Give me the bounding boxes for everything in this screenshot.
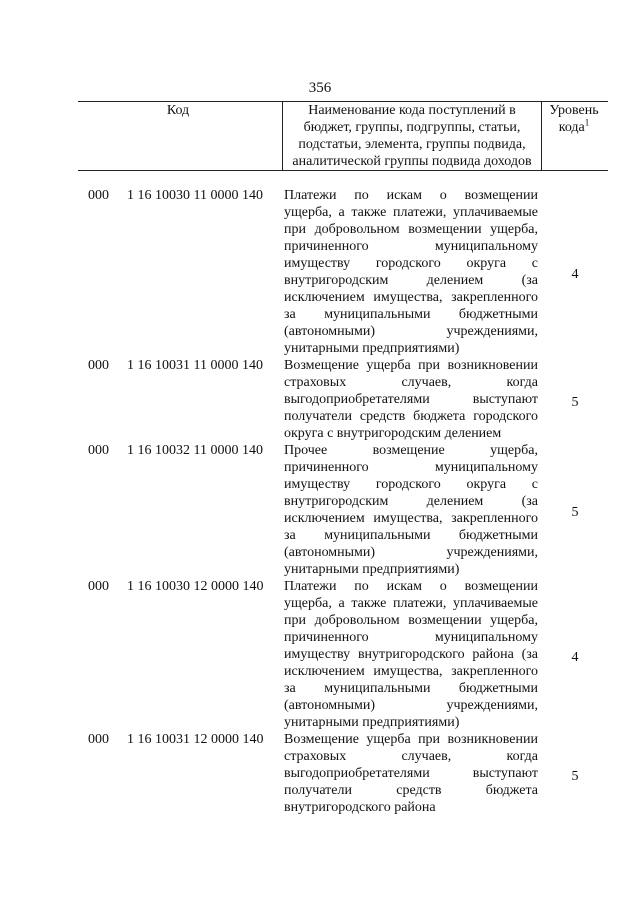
description-word: возмещении <box>464 188 538 203</box>
description-line <box>284 238 538 255</box>
description-word: возникновении <box>447 358 538 373</box>
description-word: с <box>531 256 538 271</box>
description-word: ущерба, <box>490 222 538 237</box>
row-group-code: 000 <box>88 358 109 373</box>
row-level: 5 <box>571 395 579 410</box>
description-word: возмещении <box>408 613 482 628</box>
description-line <box>284 289 538 306</box>
description-word: бюджетными <box>458 307 538 322</box>
description-line <box>284 765 538 782</box>
row-description <box>284 731 538 816</box>
row-description <box>284 578 538 731</box>
description-word: ущерба <box>366 358 411 373</box>
description-word: закрепленного <box>451 664 538 679</box>
description-word: возмещении <box>408 222 482 237</box>
description-word: ущерба <box>366 732 411 747</box>
description-line <box>284 680 538 697</box>
row-code: 1 16 10031 11 0000 140 <box>127 358 263 373</box>
description-word: случаев, <box>401 749 452 764</box>
description-word: средств <box>359 409 406 424</box>
description-word: исключением <box>284 511 365 526</box>
table-row <box>0 578 640 731</box>
description-word: о <box>439 188 447 203</box>
header-level-line2 <box>540 119 608 136</box>
description-word: выступают <box>472 766 538 781</box>
description-word: возникновении <box>447 732 538 747</box>
description-line <box>284 578 538 595</box>
description-word: муниципальному <box>434 239 538 254</box>
description-word: ущерба, <box>490 613 538 628</box>
table-row <box>0 357 640 442</box>
description-line <box>284 374 538 391</box>
description-word: за <box>284 681 296 696</box>
description-word: городского <box>375 256 441 271</box>
description-line <box>284 629 538 646</box>
row-code: 1 16 10030 12 0000 140 <box>127 579 264 594</box>
row-level: 4 <box>571 650 579 665</box>
table-row <box>0 187 640 357</box>
description-word: страховых <box>284 375 347 390</box>
description-word: муниципальными <box>324 681 431 696</box>
description-word: уплачиваемые <box>452 596 538 611</box>
description-line <box>284 204 538 221</box>
description-word: округа <box>466 477 507 492</box>
description-line <box>284 391 538 408</box>
description-line <box>284 459 538 476</box>
description-word: имуществу <box>284 647 351 662</box>
description-word: уплачиваемые <box>452 205 538 220</box>
description-word: муниципальными <box>324 307 431 322</box>
description-line <box>284 221 538 238</box>
table-header <box>78 101 608 171</box>
description-word: при <box>284 613 306 628</box>
description-line <box>284 697 538 714</box>
description-word: о <box>439 579 447 594</box>
description-word: когда <box>506 749 538 764</box>
description-word: закрепленного <box>451 290 538 305</box>
row-level: 5 <box>571 769 579 784</box>
description-word: получатели <box>284 409 352 424</box>
row-group-code: 000 <box>88 579 109 594</box>
description-word: округа <box>466 256 507 271</box>
description-line <box>284 544 538 561</box>
description-word: выгодоприобретателями <box>284 392 430 407</box>
description-word: получатели <box>284 783 352 798</box>
description-line <box>284 442 538 459</box>
row-description <box>284 357 538 442</box>
description-word: исключением <box>284 290 365 305</box>
description-word: Возмещение <box>284 358 359 373</box>
description-word: учреждениями, <box>446 324 538 339</box>
description-word: Возмещение <box>284 732 359 747</box>
description-word: добровольном <box>314 613 400 628</box>
description-word: внутригородским <box>284 273 389 288</box>
description-line: внутригородского района <box>284 800 436 815</box>
description-line <box>284 323 538 340</box>
description-word: Платежи <box>284 188 337 203</box>
header-name-line: бюджет, группы, подгруппы, статьи, <box>303 120 521 135</box>
row-code: 1 16 10030 11 0000 140 <box>127 188 263 203</box>
description-word: при <box>418 732 441 747</box>
header-name-line: аналитической группы подвида доходов <box>292 154 532 169</box>
description-word: случаев, <box>401 375 452 390</box>
row-group-code: 000 <box>88 732 109 747</box>
description-word: учреждениями, <box>446 545 538 560</box>
description-word: бюджетными <box>458 528 538 543</box>
description-word: закрепленного <box>451 511 538 526</box>
row-group-code: 000 <box>88 188 109 203</box>
row-level: 5 <box>571 505 579 520</box>
description-word: за <box>284 307 296 322</box>
description-word: имущества, <box>373 290 443 305</box>
description-word: а <box>338 596 345 611</box>
row-code: 1 16 10031 12 0000 140 <box>127 732 264 747</box>
row-group-code: 000 <box>88 443 109 458</box>
description-line <box>284 612 538 629</box>
row-code: 1 16 10032 11 0000 140 <box>127 443 263 458</box>
description-word: имущества, <box>373 664 443 679</box>
description-line <box>284 272 538 289</box>
description-line: унитарными предприятиями) <box>284 715 460 730</box>
description-word: по <box>354 188 369 203</box>
description-line <box>284 646 538 663</box>
header-name-line: подстатьи, элемента, группы подвида, <box>298 137 526 152</box>
header-level-text: кода <box>558 120 585 135</box>
page-number: 356 <box>308 80 332 96</box>
description-line <box>284 595 538 612</box>
description-word: ущерба, <box>490 443 538 458</box>
description-word: по <box>354 579 369 594</box>
description-word: городского <box>473 409 538 424</box>
description-word: муниципальному <box>434 630 538 645</box>
header-name <box>282 102 542 170</box>
header-level-line1: Уровень <box>549 103 599 118</box>
description-word: когда <box>506 375 538 390</box>
description-line <box>284 357 538 374</box>
description-word: выступают <box>472 392 538 407</box>
table-row <box>0 731 640 816</box>
description-word: (автономными) <box>284 698 376 713</box>
description-line <box>284 663 538 680</box>
description-word: причиненного <box>284 460 369 475</box>
description-word: возмещении <box>464 579 538 594</box>
description-line: унитарными предприятиями) <box>284 341 460 356</box>
description-line: округа с внутригородским делением <box>284 426 502 441</box>
description-word: средств <box>396 783 442 798</box>
description-word: при <box>284 222 306 237</box>
description-word: внутригородского <box>357 647 465 662</box>
footnote-marker: 1 <box>584 117 590 128</box>
description-word: имуществу <box>284 256 351 271</box>
description-word: причиненного <box>284 630 369 645</box>
description-word: за <box>284 528 296 543</box>
description-word: также <box>351 596 387 611</box>
description-word: платежи, <box>393 205 447 220</box>
description-word: имуществу <box>284 477 351 492</box>
description-word: (за <box>521 273 538 288</box>
description-word: исключением <box>284 664 365 679</box>
description-line <box>284 748 538 765</box>
description-word: при <box>418 358 441 373</box>
table-row <box>0 442 640 578</box>
description-word: (за <box>521 494 538 509</box>
row-description <box>284 187 538 357</box>
description-word: искам <box>386 579 422 594</box>
description-word: (автономными) <box>284 324 376 339</box>
description-line <box>284 306 538 323</box>
description-word: Платежи <box>284 579 337 594</box>
description-word: выгодоприобретателями <box>284 766 430 781</box>
description-line <box>284 187 538 204</box>
description-line <box>284 527 538 544</box>
description-line: унитарными предприятиями) <box>284 562 460 577</box>
description-line <box>284 782 538 799</box>
description-word: внутригородским <box>284 494 389 509</box>
description-word: причиненного <box>284 239 369 254</box>
row-description <box>284 442 538 578</box>
description-word: имущества, <box>373 511 443 526</box>
header-level <box>540 102 608 170</box>
description-word: района <box>472 647 514 662</box>
description-word: учреждениями, <box>446 698 538 713</box>
description-word: а <box>338 205 345 220</box>
description-word: (автономными) <box>284 545 376 560</box>
description-line <box>284 408 538 425</box>
description-word: делением <box>426 273 484 288</box>
row-level: 4 <box>571 267 579 282</box>
description-line <box>284 510 538 527</box>
description-word: с <box>531 477 538 492</box>
description-word: (за <box>521 647 538 662</box>
description-word: делением <box>426 494 484 509</box>
description-word: городского <box>375 477 441 492</box>
description-word: ущерба, <box>284 205 332 220</box>
description-line <box>284 493 538 510</box>
description-word: также <box>351 205 387 220</box>
description-word: страховых <box>284 749 347 764</box>
description-word: добровольном <box>314 222 400 237</box>
header-name-line: Наименование кода поступлений в <box>308 103 516 118</box>
description-word: муниципальными <box>324 528 431 543</box>
description-word: бюджета <box>485 783 538 798</box>
description-line <box>284 255 538 272</box>
description-line <box>284 476 538 493</box>
description-word: искам <box>386 188 422 203</box>
description-word: платежи, <box>393 596 447 611</box>
description-word: бюджетными <box>458 681 538 696</box>
description-word: Прочее <box>284 443 328 458</box>
description-word: бюджета <box>413 409 466 424</box>
description-word: муниципальному <box>434 460 538 475</box>
description-word: ущерба, <box>284 596 332 611</box>
description-line <box>284 731 538 748</box>
header-code: Код <box>166 103 190 118</box>
description-word: возмещение <box>372 443 445 458</box>
